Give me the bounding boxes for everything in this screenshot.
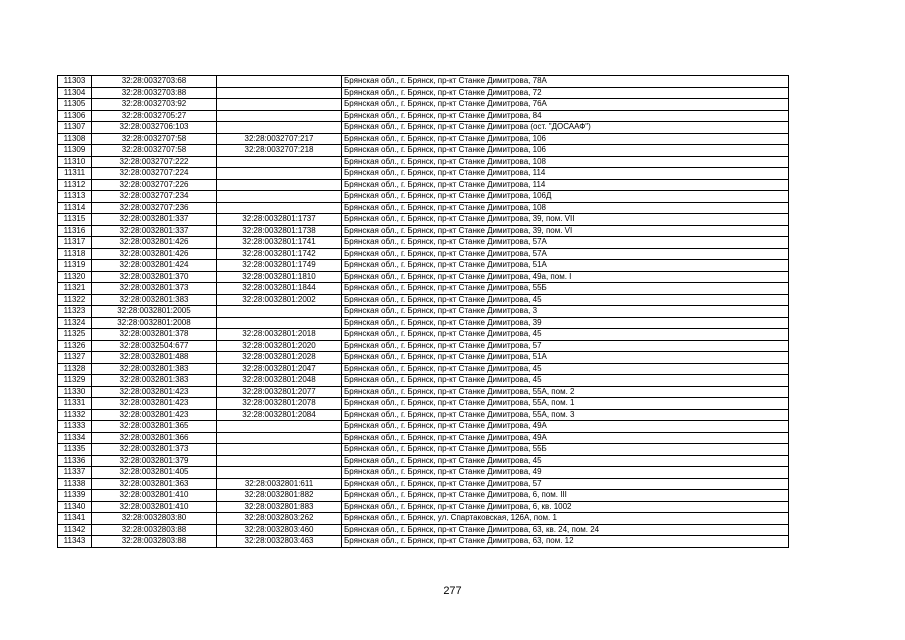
table-row bbox=[58, 536, 789, 548]
related-cadastral-number-cell: 32:28:0032801:2047 bbox=[217, 363, 342, 375]
table-row bbox=[58, 99, 789, 111]
cadastral-number-cell: 32:28:0032801:379 bbox=[92, 455, 217, 467]
table-row bbox=[58, 329, 789, 341]
table-row bbox=[58, 455, 789, 467]
table-row bbox=[58, 168, 789, 180]
table-row bbox=[58, 467, 789, 479]
cadastral-number-cell: 32:28:0032803:88 bbox=[92, 524, 217, 536]
address-cell: Брянская обл., г. Брянск, пр-кт Станке Димитрова, 106 bbox=[342, 133, 789, 145]
row-number-cell: 11336 bbox=[58, 455, 92, 467]
row-number-cell: 11340 bbox=[58, 501, 92, 513]
row-number-cell: 11331 bbox=[58, 398, 92, 410]
registry-table-body bbox=[58, 76, 789, 548]
address-cell: Брянская обл., г. Брянск, пр-кт Станке Димитрова, 78А bbox=[342, 76, 789, 88]
table-row bbox=[58, 386, 789, 398]
registry-table-container bbox=[57, 75, 789, 548]
cadastral-number-cell: 32:28:0032801:373 bbox=[92, 283, 217, 295]
table-row bbox=[58, 375, 789, 387]
cadastral-number-cell: 32:28:0032801:424 bbox=[92, 260, 217, 272]
row-number-cell: 11337 bbox=[58, 467, 92, 479]
row-number-cell: 11318 bbox=[58, 248, 92, 260]
cadastral-number-cell: 32:28:0032801:423 bbox=[92, 409, 217, 421]
cadastral-number-cell: 32:28:0032707:234 bbox=[92, 191, 217, 203]
related-cadastral-number-cell bbox=[217, 156, 342, 168]
related-cadastral-number-cell: 32:28:0032801:1742 bbox=[217, 248, 342, 260]
cadastral-number-cell: 32:28:0032801:2005 bbox=[92, 306, 217, 318]
table-row bbox=[58, 340, 789, 352]
cadastral-number-cell: 32:28:0032706:103 bbox=[92, 122, 217, 134]
row-number-cell: 11330 bbox=[58, 386, 92, 398]
table-row bbox=[58, 179, 789, 191]
address-cell: Брянская обл., г. Брянск, пр-кт Станке Димитрова, 6, пом. III bbox=[342, 490, 789, 502]
cadastral-number-cell: 32:28:0032801:370 bbox=[92, 271, 217, 283]
related-cadastral-number-cell: 32:28:0032801:2077 bbox=[217, 386, 342, 398]
address-cell: Брянская обл., г. Брянск, пр-кт Станке Димитрова, 76А bbox=[342, 99, 789, 111]
related-cadastral-number-cell: 32:28:0032801:2028 bbox=[217, 352, 342, 364]
address-cell: Брянская обл., г. Брянск, пр-кт Станке Димитрова, 108 bbox=[342, 156, 789, 168]
cadastral-number-cell: 32:28:0032801:337 bbox=[92, 225, 217, 237]
cadastral-number-cell: 32:28:0032801:405 bbox=[92, 467, 217, 479]
address-cell: Брянская обл., г. Брянск, пр-кт Станке Димитрова, 114 bbox=[342, 179, 789, 191]
related-cadastral-number-cell: 32:28:0032803:262 bbox=[217, 513, 342, 525]
table-row bbox=[58, 306, 789, 318]
address-cell: Брянская обл., г. Брянск, пр-кт Станке Димитрова, 106 bbox=[342, 145, 789, 157]
row-number-cell: 11310 bbox=[58, 156, 92, 168]
cadastral-number-cell: 32:28:0032801:383 bbox=[92, 363, 217, 375]
row-number-cell: 11311 bbox=[58, 168, 92, 180]
cadastral-number-cell: 32:28:0032801:365 bbox=[92, 421, 217, 433]
table-row bbox=[58, 76, 789, 88]
row-number-cell: 11316 bbox=[58, 225, 92, 237]
page-number: 277 bbox=[443, 585, 462, 597]
address-cell: Брянская обл., г. Брянск, пр-кт Станке Димитрова, 55А, пом. 1 bbox=[342, 398, 789, 410]
related-cadastral-number-cell bbox=[217, 110, 342, 122]
cadastral-number-cell: 32:28:0032703:88 bbox=[92, 87, 217, 99]
row-number-cell: 11313 bbox=[58, 191, 92, 203]
related-cadastral-number-cell bbox=[217, 317, 342, 329]
cadastral-number-cell: 32:28:0032801:423 bbox=[92, 398, 217, 410]
related-cadastral-number-cell: 32:28:0032707:218 bbox=[217, 145, 342, 157]
cadastral-number-cell: 32:28:0032801:426 bbox=[92, 237, 217, 249]
address-cell: Брянская обл., г. Брянск, пр-кт Станке Димитрова, 57 bbox=[342, 478, 789, 490]
table-row bbox=[58, 248, 789, 260]
address-cell: Брянская обл., г. Брянск, пр-кт Станке Димитрова, 39 bbox=[342, 317, 789, 329]
related-cadastral-number-cell bbox=[217, 179, 342, 191]
row-number-cell: 11323 bbox=[58, 306, 92, 318]
related-cadastral-number-cell: 32:28:0032803:460 bbox=[217, 524, 342, 536]
related-cadastral-number-cell bbox=[217, 191, 342, 203]
table-row bbox=[58, 363, 789, 375]
row-number-cell: 11309 bbox=[58, 145, 92, 157]
row-number-cell: 11303 bbox=[58, 76, 92, 88]
related-cadastral-number-cell bbox=[217, 421, 342, 433]
related-cadastral-number-cell: 32:28:0032803:463 bbox=[217, 536, 342, 548]
table-row bbox=[58, 87, 789, 99]
table-row bbox=[58, 260, 789, 272]
cadastral-number-cell: 32:28:0032707:58 bbox=[92, 145, 217, 157]
address-cell: Брянская обл., г. Брянск, пр-кт Станке Димитрова, 57А bbox=[342, 237, 789, 249]
row-number-cell: 11308 bbox=[58, 133, 92, 145]
related-cadastral-number-cell: 32:28:0032801:1738 bbox=[217, 225, 342, 237]
table-row bbox=[58, 294, 789, 306]
related-cadastral-number-cell bbox=[217, 306, 342, 318]
related-cadastral-number-cell bbox=[217, 87, 342, 99]
related-cadastral-number-cell: 32:28:0032801:1741 bbox=[217, 237, 342, 249]
table-row bbox=[58, 501, 789, 513]
row-number-cell: 11304 bbox=[58, 87, 92, 99]
address-cell: Брянская обл., г. Брянск, пр-кт Станке Димитрова, 63, пом. 12 bbox=[342, 536, 789, 548]
related-cadastral-number-cell: 32:28:0032801:1810 bbox=[217, 271, 342, 283]
address-cell: Брянская обл., г. Брянск, пр-кт Станке Димитрова, 49А bbox=[342, 421, 789, 433]
row-number-cell: 11326 bbox=[58, 340, 92, 352]
related-cadastral-number-cell bbox=[217, 455, 342, 467]
address-cell: Брянская обл., г. Брянск, пр-кт Станке Димитрова, 49 bbox=[342, 467, 789, 479]
related-cadastral-number-cell: 32:28:0032801:2018 bbox=[217, 329, 342, 341]
address-cell: Брянская обл., г. Брянск, пр-кт Станке Димитрова, 45 bbox=[342, 455, 789, 467]
row-number-cell: 11321 bbox=[58, 283, 92, 295]
table-row bbox=[58, 156, 789, 168]
cadastral-number-cell: 32:28:0032707:236 bbox=[92, 202, 217, 214]
cadastral-number-cell: 32:28:0032803:80 bbox=[92, 513, 217, 525]
related-cadastral-number-cell bbox=[217, 432, 342, 444]
related-cadastral-number-cell bbox=[217, 467, 342, 479]
address-cell: Брянская обл., г. Брянск, пр-кт Станке Димитрова, 51А bbox=[342, 260, 789, 272]
address-cell: Брянская обл., г. Брянск, пр-кт Станке Димитрова, 57А bbox=[342, 248, 789, 260]
address-cell: Брянская обл., г. Брянск, пр-кт Станке Димитрова, 45 bbox=[342, 375, 789, 387]
address-cell: Брянская обл., г. Брянск, пр-кт Станке Димитрова, 108 bbox=[342, 202, 789, 214]
row-number-cell: 11322 bbox=[58, 294, 92, 306]
cadastral-number-cell: 32:28:0032707:222 bbox=[92, 156, 217, 168]
related-cadastral-number-cell bbox=[217, 168, 342, 180]
row-number-cell: 11341 bbox=[58, 513, 92, 525]
table-row bbox=[58, 191, 789, 203]
cadastral-number-cell: 32:28:0032801:410 bbox=[92, 490, 217, 502]
cadastral-number-cell: 32:28:0032801:383 bbox=[92, 294, 217, 306]
row-number-cell: 11325 bbox=[58, 329, 92, 341]
related-cadastral-number-cell bbox=[217, 76, 342, 88]
address-cell: Брянская обл., г. Брянск, пр-кт Станке Димитрова (ост. "ДОСААФ") bbox=[342, 122, 789, 134]
table-row bbox=[58, 214, 789, 226]
related-cadastral-number-cell bbox=[217, 122, 342, 134]
related-cadastral-number-cell bbox=[217, 444, 342, 456]
address-cell: Брянская обл., г. Брянск, пр-кт Станке Димитрова, 45 bbox=[342, 363, 789, 375]
address-cell: Брянская обл., г. Брянск, пр-кт Станке Димитрова, 72 bbox=[342, 87, 789, 99]
address-cell: Брянская обл., г. Брянск, пр-кт Станке Димитрова, 45 bbox=[342, 329, 789, 341]
table-row bbox=[58, 444, 789, 456]
address-cell: Брянская обл., г. Брянск, пр-кт Станке Димитрова, 55А, пом. 3 bbox=[342, 409, 789, 421]
row-number-cell: 11338 bbox=[58, 478, 92, 490]
row-number-cell: 11339 bbox=[58, 490, 92, 502]
table-row bbox=[58, 122, 789, 134]
row-number-cell: 11314 bbox=[58, 202, 92, 214]
address-cell: Брянская обл., г. Брянск, пр-кт Станке Димитрова, 39, пом. VII bbox=[342, 214, 789, 226]
table-row bbox=[58, 317, 789, 329]
cadastral-number-cell: 32:28:0032801:2008 bbox=[92, 317, 217, 329]
address-cell: Брянская обл., г. Брянск, пр-кт Станке Димитрова, 106Д bbox=[342, 191, 789, 203]
address-cell: Брянская обл., г. Брянск, пр-кт Станке Димитрова, 3 bbox=[342, 306, 789, 318]
related-cadastral-number-cell: 32:28:0032801:2020 bbox=[217, 340, 342, 352]
row-number-cell: 11324 bbox=[58, 317, 92, 329]
cadastral-number-cell: 32:28:0032707:226 bbox=[92, 179, 217, 191]
cadastral-number-cell: 32:28:0032801:423 bbox=[92, 386, 217, 398]
cadastral-number-cell: 32:28:0032801:337 bbox=[92, 214, 217, 226]
table-row bbox=[58, 133, 789, 145]
cadastral-number-cell: 32:28:0032707:224 bbox=[92, 168, 217, 180]
cadastral-number-cell: 32:28:0032801:383 bbox=[92, 375, 217, 387]
table-row bbox=[58, 398, 789, 410]
table-row bbox=[58, 513, 789, 525]
row-number-cell: 11320 bbox=[58, 271, 92, 283]
table-row bbox=[58, 478, 789, 490]
related-cadastral-number-cell: 32:28:0032801:2084 bbox=[217, 409, 342, 421]
row-number-cell: 11332 bbox=[58, 409, 92, 421]
table-row bbox=[58, 352, 789, 364]
address-cell: Брянская обл., г. Брянск, пр-кт Станке Димитрова, 57 bbox=[342, 340, 789, 352]
row-number-cell: 11335 bbox=[58, 444, 92, 456]
cadastral-number-cell: 32:28:0032707:58 bbox=[92, 133, 217, 145]
address-cell: Брянская обл., г. Брянск, пр-кт Станке Димитрова, 39, пом. VI bbox=[342, 225, 789, 237]
cadastral-number-cell: 32:28:0032504:677 bbox=[92, 340, 217, 352]
related-cadastral-number-cell: 32:28:0032801:882 bbox=[217, 490, 342, 502]
related-cadastral-number-cell bbox=[217, 99, 342, 111]
related-cadastral-number-cell: 32:28:0032707:217 bbox=[217, 133, 342, 145]
related-cadastral-number-cell: 32:28:0032801:1737 bbox=[217, 214, 342, 226]
address-cell: Брянская обл., г. Брянск, пр-кт Станке Димитрова, 49а, пом. I bbox=[342, 271, 789, 283]
related-cadastral-number-cell: 32:28:0032801:883 bbox=[217, 501, 342, 513]
row-number-cell: 11328 bbox=[58, 363, 92, 375]
row-number-cell: 11315 bbox=[58, 214, 92, 226]
address-cell: Брянская обл., г. Брянск, пр-кт Станке Димитрова, 55А, пом. 2 bbox=[342, 386, 789, 398]
address-cell: Брянская обл., г. Брянск, пр-кт Станке Димитрова, 84 bbox=[342, 110, 789, 122]
cadastral-number-cell: 32:28:0032801:378 bbox=[92, 329, 217, 341]
cadastral-number-cell: 32:28:0032801:373 bbox=[92, 444, 217, 456]
row-number-cell: 11312 bbox=[58, 179, 92, 191]
cadastral-number-cell: 32:28:0032801:366 bbox=[92, 432, 217, 444]
row-number-cell: 11327 bbox=[58, 352, 92, 364]
cadastral-number-cell: 32:28:0032801:426 bbox=[92, 248, 217, 260]
row-number-cell: 11305 bbox=[58, 99, 92, 111]
related-cadastral-number-cell: 32:28:0032801:1749 bbox=[217, 260, 342, 272]
row-number-cell: 11329 bbox=[58, 375, 92, 387]
table-row bbox=[58, 432, 789, 444]
related-cadastral-number-cell: 32:28:0032801:611 bbox=[217, 478, 342, 490]
table-row bbox=[58, 110, 789, 122]
row-number-cell: 11317 bbox=[58, 237, 92, 249]
address-cell: Брянская обл., г. Брянск, пр-кт Станке Димитрова, 55Б bbox=[342, 283, 789, 295]
table-row bbox=[58, 283, 789, 295]
table-row bbox=[58, 409, 789, 421]
table-row bbox=[58, 237, 789, 249]
related-cadastral-number-cell: 32:28:0032801:2002 bbox=[217, 294, 342, 306]
related-cadastral-number-cell: 32:28:0032801:2078 bbox=[217, 398, 342, 410]
cadastral-number-cell: 32:28:0032801:410 bbox=[92, 501, 217, 513]
address-cell: Брянская обл., г. Брянск, пр-кт Станке Димитрова, 55Б bbox=[342, 444, 789, 456]
table-row bbox=[58, 271, 789, 283]
table-row bbox=[58, 421, 789, 433]
table-row bbox=[58, 145, 789, 157]
address-cell: Брянская обл., г. Брянск, пр-кт Станке Димитрова, 114 bbox=[342, 168, 789, 180]
registry-table bbox=[57, 75, 789, 548]
address-cell: Брянская обл., г. Брянск, ул. Спартаковская, 126А, пом. 1 bbox=[342, 513, 789, 525]
cadastral-number-cell: 32:28:0032703:68 bbox=[92, 76, 217, 88]
cadastral-number-cell: 32:28:0032801:488 bbox=[92, 352, 217, 364]
row-number-cell: 11342 bbox=[58, 524, 92, 536]
address-cell: Брянская обл., г. Брянск, пр-кт Станке Димитрова, 51А bbox=[342, 352, 789, 364]
row-number-cell: 11319 bbox=[58, 260, 92, 272]
related-cadastral-number-cell: 32:28:0032801:2048 bbox=[217, 375, 342, 387]
table-row bbox=[58, 524, 789, 536]
row-number-cell: 11333 bbox=[58, 421, 92, 433]
row-number-cell: 11307 bbox=[58, 122, 92, 134]
cadastral-number-cell: 32:28:0032801:363 bbox=[92, 478, 217, 490]
cadastral-number-cell: 32:28:0032703:92 bbox=[92, 99, 217, 111]
table-row bbox=[58, 490, 789, 502]
row-number-cell: 11334 bbox=[58, 432, 92, 444]
row-number-cell: 11343 bbox=[58, 536, 92, 548]
table-row bbox=[58, 202, 789, 214]
cadastral-number-cell: 32:28:0032803:88 bbox=[92, 536, 217, 548]
cadastral-number-cell: 32:28:0032705:27 bbox=[92, 110, 217, 122]
address-cell: Брянская обл., г. Брянск, пр-кт Станке Димитрова, 49А bbox=[342, 432, 789, 444]
address-cell: Брянская обл., г. Брянск, пр-кт Станке Димитрова, 63, кв. 24, пом. 24 bbox=[342, 524, 789, 536]
related-cadastral-number-cell bbox=[217, 202, 342, 214]
address-cell: Брянская обл., г. Брянск, пр-кт Станке Димитрова, 45 bbox=[342, 294, 789, 306]
related-cadastral-number-cell: 32:28:0032801:1844 bbox=[217, 283, 342, 295]
table-row bbox=[58, 225, 789, 237]
address-cell: Брянская обл., г. Брянск, пр-кт Станке Димитрова, 6, кв. 1002 bbox=[342, 501, 789, 513]
row-number-cell: 11306 bbox=[58, 110, 92, 122]
